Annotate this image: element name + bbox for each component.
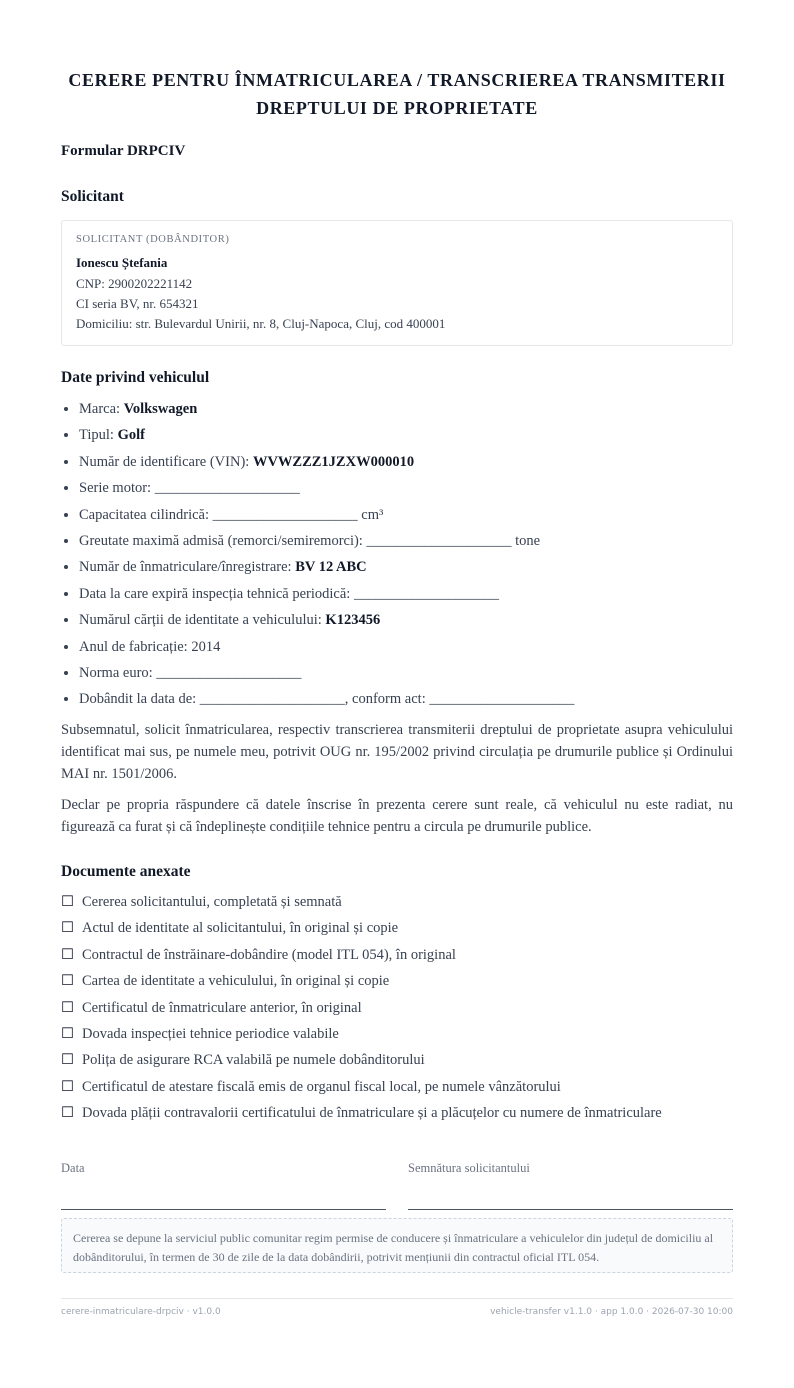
vehicle-section-title: Date privind vehiculul [61, 369, 210, 386]
applicant-box [61, 220, 733, 346]
vehicle-type: • Tipul: Golf [79, 422, 733, 448]
checkbox-icon[interactable]: ☐ [61, 1025, 74, 1042]
date-label: Data [61, 1161, 85, 1175]
footer-left: cerere-inmatriculare-drpciv · v1.0.0 [61, 1307, 221, 1317]
footer-right: vehicle-transfer v1.1.0 · app 1.0.0 · 2026-07-30 10:00 [490, 1307, 733, 1317]
vehicle-data-list [61, 396, 733, 713]
footer [61, 1298, 733, 1317]
vehicle-reg-number-value: BV 12 ABC [295, 559, 367, 576]
applicant-section-title: Solicitant [61, 188, 124, 205]
document-item-label: Cererea solicitantului, completată și semnată [82, 894, 342, 910]
blank-line: ____________________ [154, 480, 300, 497]
date-line [61, 1209, 386, 1210]
vehicle-engine-series: • Serie motor: ____________________ [79, 475, 733, 501]
document-item [61, 942, 733, 968]
document-item [61, 915, 733, 941]
document-item-label: Cartea de identitate a vehiculului, în original și copie [82, 973, 390, 990]
title-line-1: CERERE PENTRU ÎNMATRICULAREA / TRANSCRIEREA TRANSMITERII [68, 70, 726, 90]
document-item-label: Certificatul de atestare fiscală emis de organul fiscal local, pe numele vânzătorului [82, 1078, 561, 1095]
blank-line: ____________________ [156, 664, 302, 681]
signature-field[interactable] [408, 1161, 733, 1176]
applicant-address: Domiciliu: str. Bulevardul Unirii, nr. 8, Cluj-Napoca, Cluj, cod 400001 [76, 316, 446, 331]
checkbox-icon[interactable]: ☐ [61, 973, 74, 990]
applicant-id-card: CI seria BV, nr. 654321 [76, 296, 199, 311]
applicant-name: Ionescu Ștefania [76, 255, 168, 270]
declaration-paragraph: Declar pe propria răspundere că datele înscrise în prezenta cerere sunt reale, că vehiculul nu este radiat, nu figurează ca furat și că îndeplinește condițiile tehnice pentru a circula pe drumurile publice. [61, 797, 733, 835]
vehicle-max-weight: • Greutate maximă admisă (remorci/semiremorci): ____________________ tone [79, 528, 733, 554]
checkbox-icon[interactable]: ☐ [61, 999, 74, 1016]
document-item-label: Actul de identitate al solicitantului, în original și copie [82, 920, 399, 937]
vehicle-id-card-value: K123456 [325, 612, 381, 629]
checkbox-icon[interactable]: ☐ [61, 1052, 74, 1069]
checkbox-icon[interactable]: ☐ [61, 946, 74, 963]
signature-label: Semnătura solicitantului [408, 1161, 530, 1175]
vehicle-euro-norm: • Norma euro: ____________________ [79, 660, 733, 686]
document-item-label: Dovada inspecției tehnice periodice valabile [82, 1025, 339, 1042]
blank-line: ____________________ [366, 532, 512, 549]
vehicle-type-value: Golf [117, 427, 145, 444]
applicant-cnp: CNP: 2900202221142 [76, 276, 193, 291]
document-item [61, 1074, 733, 1100]
document-item-label: Polița de asigurare RCA valabilă pe numele dobânditorului [82, 1052, 425, 1069]
checkbox-icon[interactable]: ☐ [61, 1105, 74, 1122]
request-paragraph: Subsemnatul, solicit înmatricularea, respectiv transcrierea transmiterii dreptului de proprietate asupra vehiculului identificat mai sus, pe numele meu, potrivit OUG nr. 195/2002 privind circulația pe drumurile publice și Ordinului MAI nr. 1501/2006. [61, 722, 733, 782]
document-title [61, 66, 733, 122]
vehicle-brand: • Marca: Volkswagen [79, 396, 733, 422]
vehicle-acquired: • Dobândit la data de: ____________________, conform act: ____________________ [79, 686, 733, 712]
document-item [61, 1100, 733, 1126]
applicant-box-label: SOLICITANT (DOBÂNDITOR) [76, 234, 230, 245]
documents-section-title: Documente anexate [61, 863, 191, 880]
title-line-2: DREPTULUI DE PROPRIETATE [256, 98, 538, 118]
submission-note: Cererea se depune la serviciul public comunitar regim permise de conducere și înmatriculare a vehiculelor din județul de domiciliu al dobânditorului, în termen de 30 de zile de la data dobândirii, potrivit mențiunii din contractul oficial ITL 054. [61, 1218, 733, 1273]
document-item [61, 995, 733, 1021]
document-item-label: Contractul de înstrăinare-dobândire (model ITL 054), în original [82, 946, 456, 963]
vehicle-reg-number: • Număr de înmatriculare/înregistrare: BV 12 ABC [79, 554, 733, 580]
vehicle-vin-value: WVWZZZ1JZXW000010 [252, 453, 415, 470]
document-item [61, 1047, 733, 1073]
vehicle-vin: • Număr de identificare (VIN): WVWZZZ1JZXW000010 [79, 449, 733, 475]
document-item [61, 968, 733, 994]
blank-line: ____________________ [212, 506, 358, 523]
signature-line [408, 1209, 733, 1210]
checkbox-icon[interactable]: ☐ [61, 894, 74, 910]
vehicle-brand-value: Volkswagen [123, 401, 198, 417]
documents-list [61, 889, 733, 1127]
form-name: Formular DRPCIV [61, 143, 186, 159]
checkbox-icon[interactable]: ☐ [61, 920, 74, 937]
date-field[interactable] [61, 1161, 386, 1176]
checkbox-icon[interactable]: ☐ [61, 1078, 74, 1095]
vehicle-capacity: • Capacitatea cilindrică: ____________________ cm³ [79, 502, 733, 528]
document-item [61, 889, 733, 915]
vehicle-manufacture-year: • Anul de fabricație: 2014 [79, 634, 733, 660]
blank-line: ____________________ [199, 691, 345, 708]
document-item-label: Certificatul de înmatriculare anterior, în original [82, 999, 362, 1016]
vehicle-id-card-number: • Numărul cărții de identitate a vehiculului: K123456 [79, 607, 733, 633]
blank-line: ____________________ [429, 691, 575, 708]
vehicle-inspection-expiry: • Data la care expiră inspecția tehnică periodică: ____________________ [79, 581, 733, 607]
document-item [61, 1021, 733, 1047]
blank-line: ____________________ [353, 585, 499, 602]
document-item-label: Dovada plății contravalorii certificatului de înmatriculare și a plăcuțelor cu numere de înmatriculare [82, 1105, 662, 1122]
